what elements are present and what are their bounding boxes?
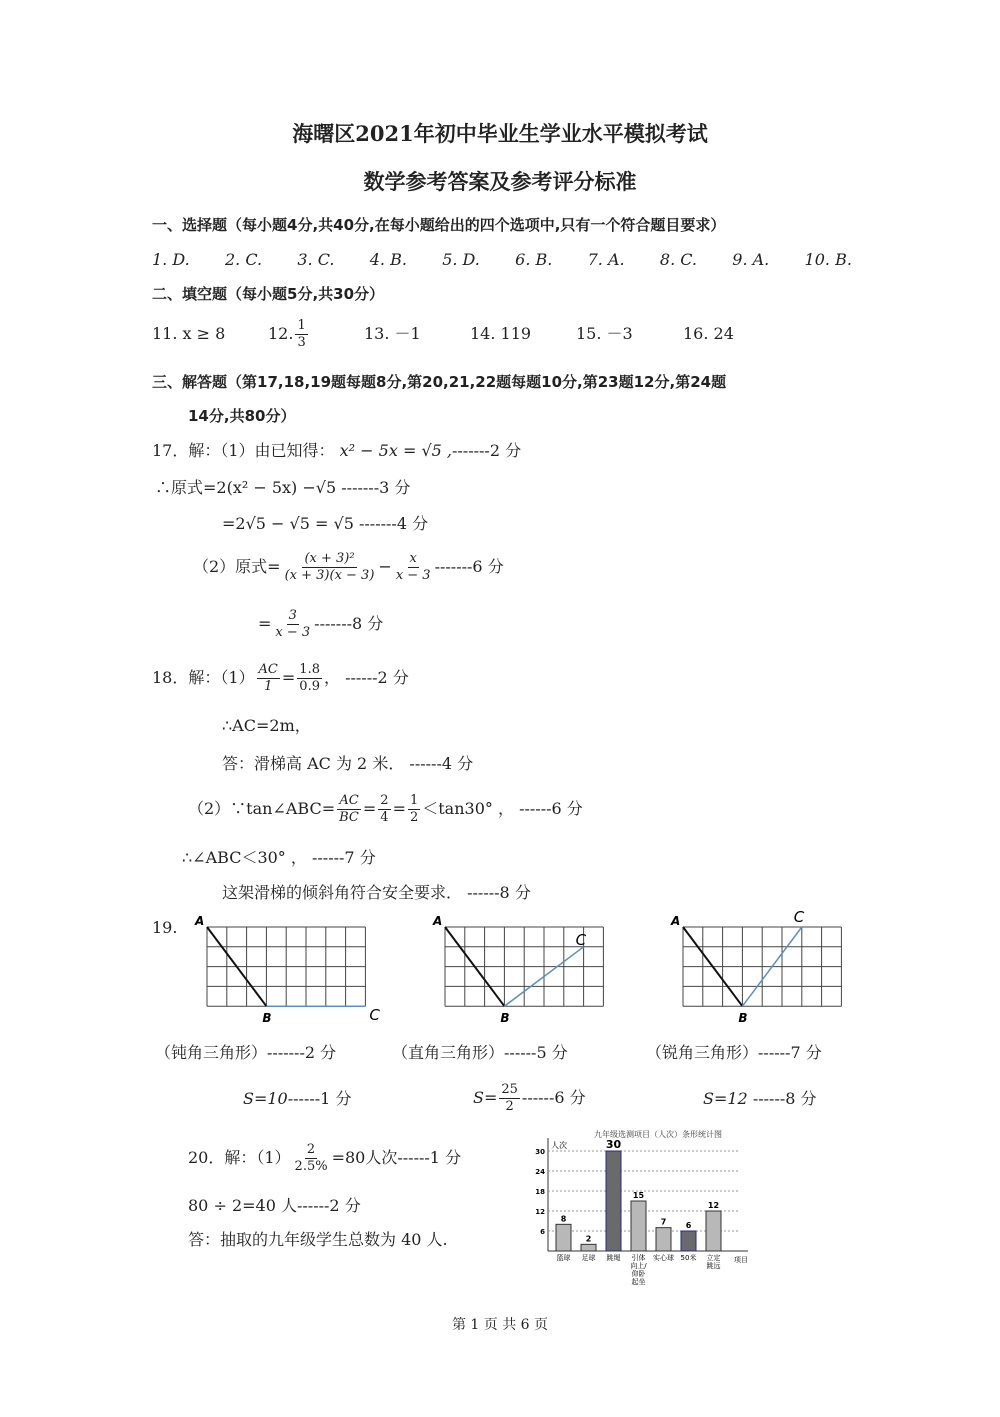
bar: [581, 1244, 596, 1251]
answer-13: 13. －1: [364, 324, 421, 343]
q19-case2-type: （直角三角形）------5 分: [392, 1043, 568, 1062]
data-label: 2: [585, 1234, 592, 1244]
x-axis-label: 项目: [734, 1256, 748, 1264]
choice-answer: 4. B.: [369, 250, 407, 269]
fraction: [295, 318, 307, 351]
point-label-c: C: [575, 930, 587, 949]
answer-12-label: 12.: [268, 324, 294, 343]
choice-answer: 2. C.: [224, 250, 263, 269]
q17-line4: （2）原式= $\frac{\text{(x + 3)²}}{(x + 3)(x - 3)}$ − $\frac{x}{x - 3}$ -------6 分: [193, 551, 504, 583]
q18-line3: 答：滑梯高 AC 为 2 米． ------4 分: [222, 754, 474, 773]
q18-line1: 18．解：（1） $\frac{AC}{1}$ = $\frac{1.8}{0.9}$ ， ------2 分: [152, 662, 409, 694]
choice-answer: 1. D.: [152, 250, 190, 269]
q18-line2: ∴AC=2m，: [222, 716, 311, 735]
x-tick-label: 立定: [706, 1254, 721, 1262]
x-tick-label: 起坐: [631, 1278, 646, 1286]
q19-case1-area: S=10------1 分: [243, 1089, 352, 1108]
q19-case3-type: （锐角三角形）------7 分: [646, 1043, 822, 1062]
point-label-b: B: [500, 1011, 510, 1026]
choice-answer: 7. A.: [587, 250, 625, 269]
bar-chart: [520, 1120, 760, 1295]
choice-answer: 3. C.: [297, 250, 335, 269]
q17-line1: 17．解：（1）由已知得： x² − 5x = √5 ,-------2 分: [152, 441, 522, 460]
x-tick-label: 跳远: [706, 1262, 721, 1270]
q19-label: 19.: [152, 918, 178, 937]
choice-answer: 5. D.: [442, 250, 480, 269]
denominator: 3: [297, 335, 306, 350]
bar: [606, 1151, 621, 1251]
section3-heading: 三、解答题（第17,18,19题每题8分,第20,21,22题每题10分,第23题12分,第24题: [152, 373, 727, 391]
q18-line6: 这架滑梯的倾斜角符合安全要求． ------8 分: [222, 883, 531, 902]
answer-16: 16. 24: [683, 324, 734, 343]
choice-answers: [152, 250, 852, 270]
q18-line4: （2）∵tan∠ABC= $\frac{AC}{BC}$ = $\frac{2}{4}$ = $\frac{1}{2}$ ＜tan30° ， ------6 分: [188, 793, 583, 825]
choice-answer: 9. A.: [732, 250, 770, 269]
chart-title: 九年级选测项目（人次）条形统计图: [594, 1130, 722, 1139]
q19-case3-area: S=12 ------8 分: [703, 1089, 817, 1108]
data-label: 6: [685, 1221, 692, 1230]
point-label-c: C: [793, 908, 805, 926]
y-tick-label: 24: [535, 1168, 545, 1176]
data-label: 7: [660, 1217, 667, 1227]
answer-15: 15. －3: [576, 324, 633, 343]
point-label-b: B: [738, 1011, 748, 1026]
point-label-a: A: [195, 914, 205, 928]
point-label-a: A: [433, 914, 443, 928]
q17-line5: = $\frac{3}{x - 3}$ -------8 分: [258, 608, 384, 640]
q19-case1-type: （钝角三角形）-------2 分: [155, 1043, 337, 1062]
bar: [556, 1224, 571, 1251]
x-tick-label: 篮球: [556, 1254, 571, 1262]
point-label-c: C: [369, 1006, 380, 1025]
x-tick-label: 仰卧: [631, 1270, 646, 1278]
data-label: 15: [632, 1191, 645, 1200]
section2-heading: 二、填空题（每小题5分,共30分）: [152, 285, 385, 303]
section1-heading: 一、选择题（每小题4分,共40分,在每小题给出的四个选项中,只有一个符合题目要求）: [152, 216, 726, 234]
x-tick-label: 足球: [581, 1254, 596, 1262]
x-tick-label: 引体: [631, 1254, 646, 1262]
bar: [631, 1201, 646, 1251]
answer-12: [268, 318, 310, 351]
q19-case2-area: S= $\frac{25}{2}$ ------6 分: [473, 1082, 586, 1114]
q19-grid-figures: [0, 900, 1000, 1030]
y-tick-label: 30: [535, 1148, 545, 1156]
data-label: 8: [560, 1214, 567, 1224]
y-tick-label: 12: [535, 1208, 545, 1216]
data-label: 30: [605, 1138, 622, 1151]
x-tick-label: 向上/: [630, 1262, 647, 1270]
bar: [656, 1228, 671, 1251]
answer-11: 11. x ≥ 8: [152, 324, 226, 343]
document-subtitle: 数学参考答案及参考评分标准: [363, 170, 637, 194]
section3-heading-cont: 14分,共80分）: [188, 407, 296, 425]
choice-answer: 6. B.: [515, 250, 553, 269]
answer-14: 14. 119: [470, 324, 532, 343]
x-tick-label: 跳绳: [606, 1254, 621, 1262]
q20-line3: 答：抽取的九年级学生总数为 40 人.: [188, 1230, 448, 1249]
choice-answer: 10. B.: [804, 250, 852, 269]
page-number: 第 1 页 共 6 页: [451, 1317, 549, 1333]
q17-line2: ∴原式=2(x² − 5x) −√5 -------3 分: [155, 478, 411, 497]
choice-answer: 8. C.: [659, 250, 697, 269]
document-title: 海曙区2021年初中毕业生学业水平模拟考试: [292, 121, 708, 146]
bar: [681, 1231, 696, 1251]
y-axis-label: 人次: [551, 1141, 567, 1150]
q20-line2: 80 ÷ 2=40 人------2 分: [188, 1196, 361, 1215]
numerator: 1: [297, 318, 306, 333]
point-label-b: B: [262, 1011, 272, 1026]
x-tick-label: 50米: [680, 1254, 697, 1262]
point-label-a: A: [671, 914, 681, 928]
x-tick-label: 实心球: [653, 1254, 674, 1262]
y-tick-label: 6: [540, 1228, 545, 1236]
bar: [706, 1211, 721, 1251]
y-tick-label: 18: [535, 1188, 545, 1196]
q18-line5: ∴∠ABC＜30° ， ------7 分: [182, 848, 376, 867]
q20-line1: 20．解：（1） $\frac{2}{2.5\%}$ =80人次------1 分: [188, 1142, 462, 1174]
q17-line3: =2√5 − √5 = √5 -------4 分: [222, 514, 429, 533]
data-label: 12: [707, 1201, 720, 1210]
